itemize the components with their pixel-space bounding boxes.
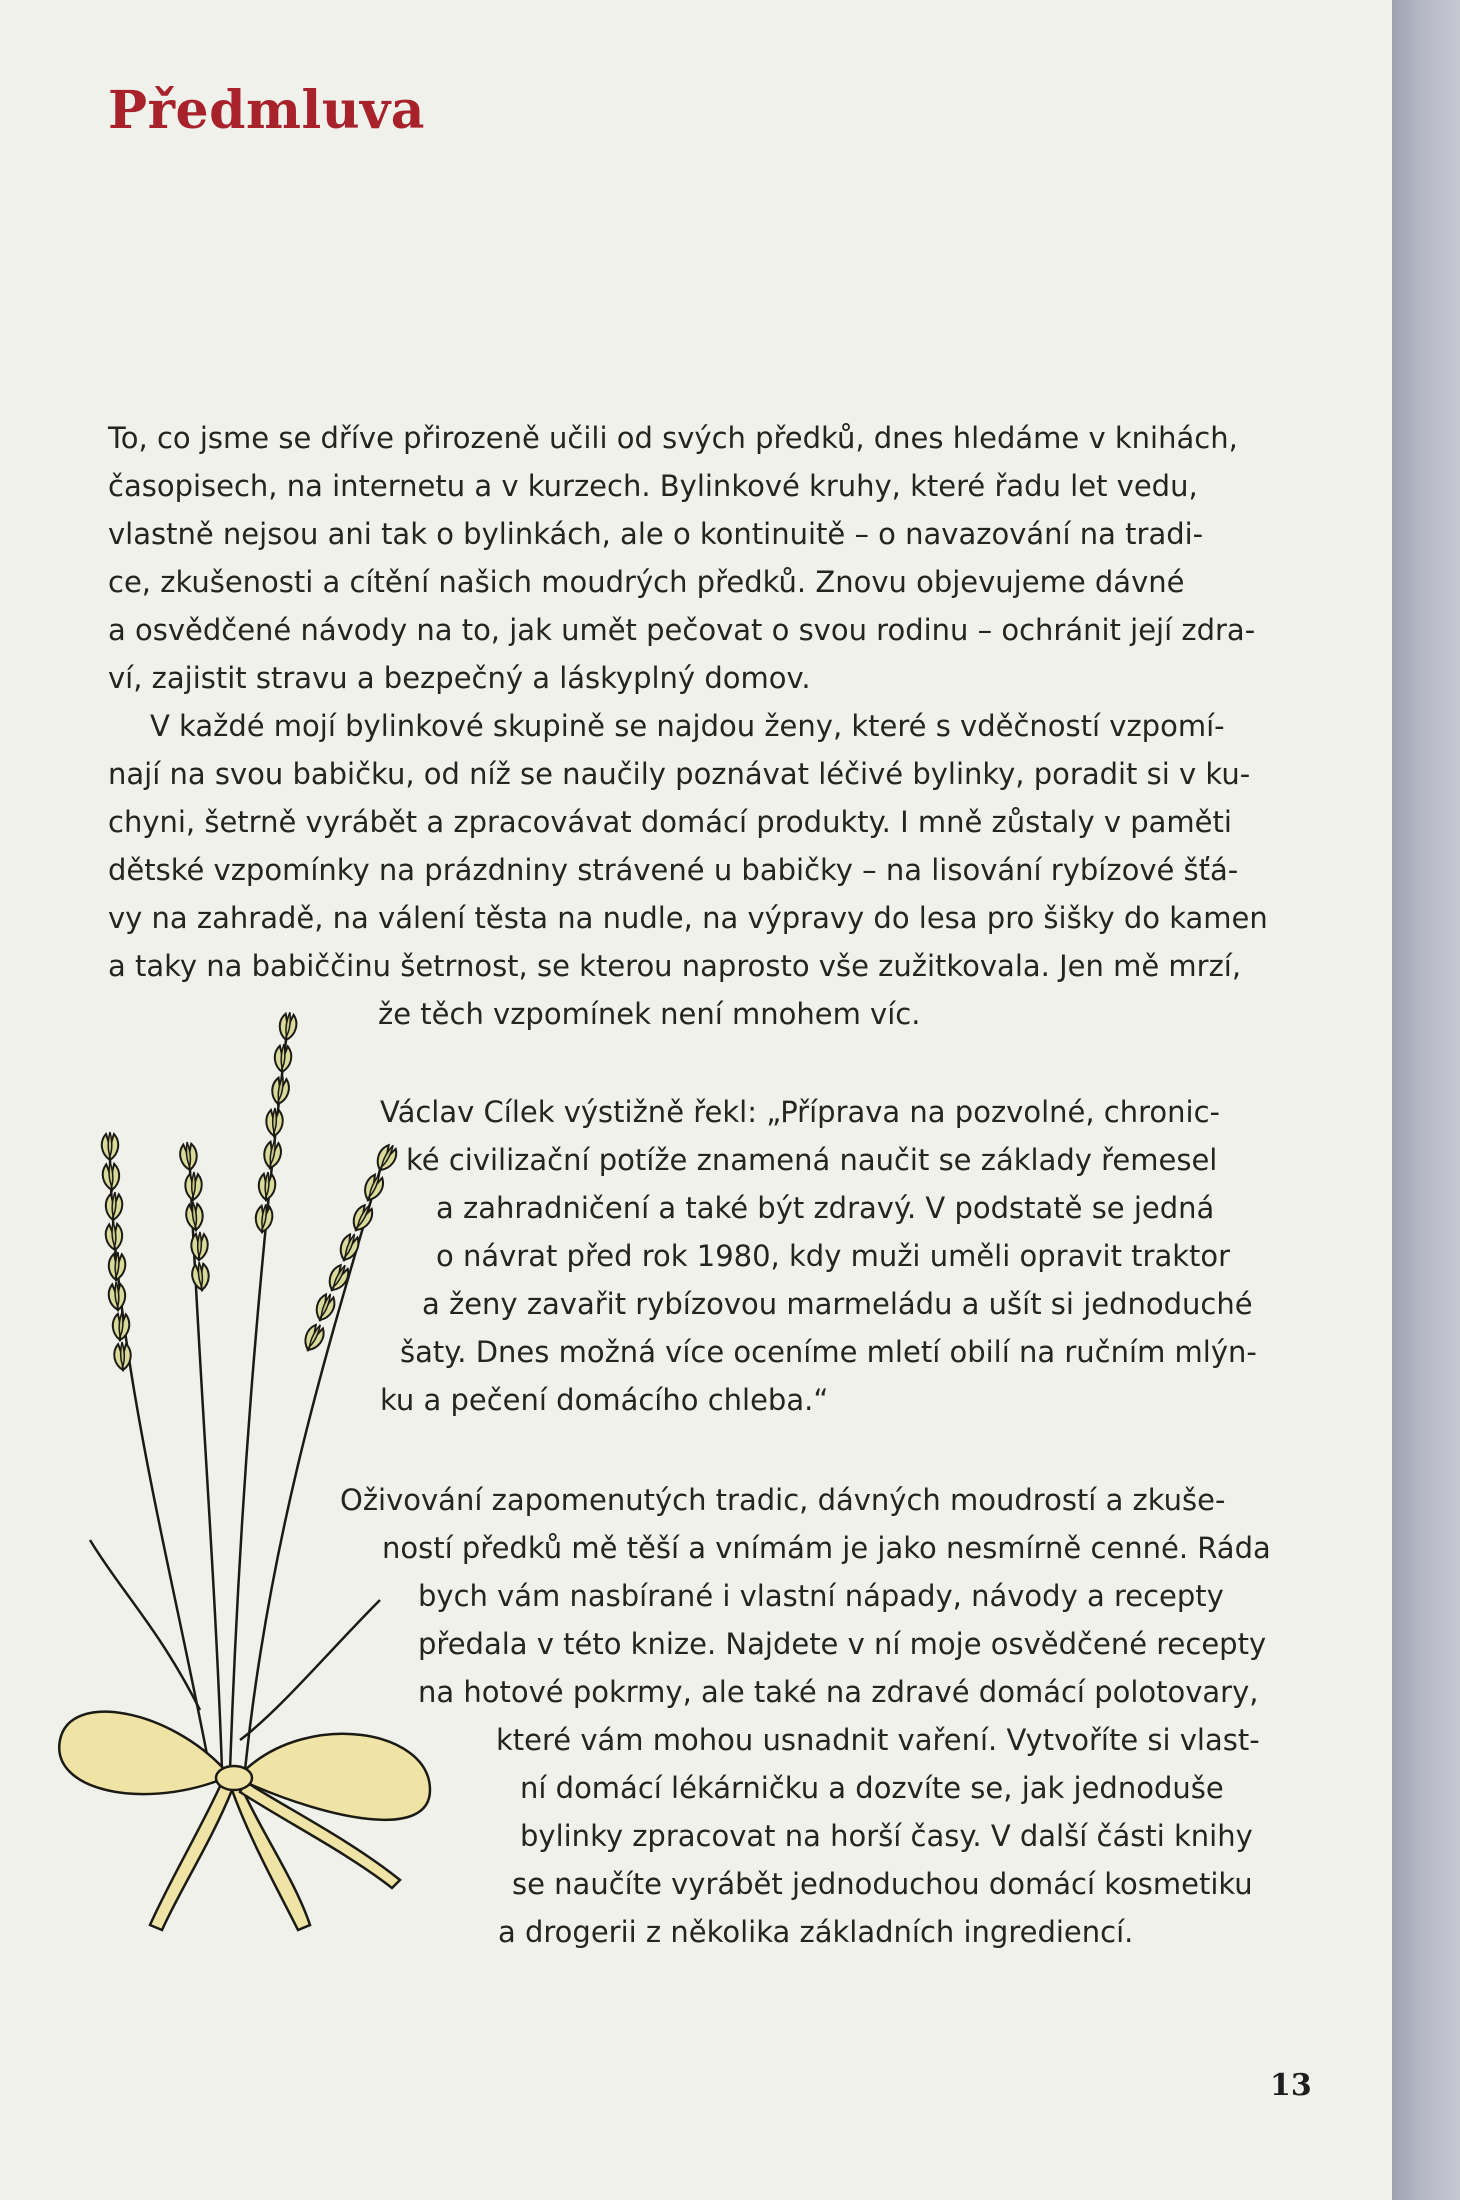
text-line: ké civilizační potíže znamená naučit se základy řemesel [406, 1143, 1218, 1177]
text-line: bylinky zpracovat na horší časy. V další části knihy [520, 1819, 1253, 1853]
text-line: a zahradničení a také být zdravý. V podstatě se jedná [436, 1191, 1215, 1225]
lavender-spike-middle [179, 1141, 210, 1291]
text-line: To, co jsme se dříve přirozeně učili od svých předků, dnes hledáme v knihách, [108, 421, 1238, 455]
text-line: na hotové pokrmy, ale také na zdravé domácí polotovary, [418, 1675, 1259, 1709]
text-line: bych vám nasbírané i vlastní nápady, návody a recepty [418, 1579, 1224, 1613]
text-line: předala v této knize. Najdete v ní moje osvědčené recepty [418, 1627, 1267, 1661]
text-line: které vám mohou usnadnit vaření. Vytvoříte si vlast- [496, 1723, 1260, 1757]
text-line: a ženy zavařit rybízovou marmeládu a ušít si jednoduché [422, 1287, 1253, 1321]
text-line: ností předků mě těší a vnímám je jako nesmírně cenné. Ráda [382, 1531, 1271, 1565]
text-line: a taky na babiččinu šetrnost, se kterou naprosto vše zužitkovala. Jen mě mrzí, [108, 949, 1242, 983]
text-line: ví, zajistit stravu a bezpečný a láskyplný domov. [108, 661, 811, 695]
stems [90, 1040, 380, 1770]
text-line: chyni, šetrně vyrábět a zpracovávat domácí produkty. I mně zůstaly v paměti [108, 805, 1232, 839]
text-line: a drogerii z několika základních ingrediencí. [498, 1915, 1134, 1949]
text-line: ní domácí lékárničku a dozvíte se, jak jednoduše [520, 1771, 1224, 1805]
text-line: se naučíte vyrábět jednoduchou domácí kosmetiku [512, 1867, 1253, 1901]
page-title: Předmluva [108, 80, 425, 141]
page-number: 13 [1270, 2068, 1312, 2103]
text-line: ku a pečení domácího chleba.“ [380, 1383, 829, 1417]
text-line: Oživování zapomenutých tradic, dávných moudrostí a zkuše- [340, 1483, 1226, 1517]
text-line: dětské vzpomínky na prázdniny strávené u babičky – na lisování rybízové šťá- [108, 853, 1239, 887]
text-line: o návrat před rok 1980, kdy muži uměli opravit traktor [436, 1239, 1231, 1273]
text-line: vy na zahradě, na válení těsta na nudle, na výpravy do lesa pro šišky do kamen [108, 901, 1268, 935]
text-line: ce, zkušenosti a cítění našich moudrých předků. Znovu objevujeme dávné [108, 565, 1185, 599]
text-line: že těch vzpomínek není mnohem víc. [378, 997, 921, 1031]
text-line: vlastně nejsou ani tak o bylinkách, ale o kontinuitě – o navazování na tradi- [108, 517, 1204, 551]
lavender-bouquet-illustration [50, 1010, 490, 1940]
text-line: šaty. Dnes možná více oceníme mletí obilí na ručním mlýn- [400, 1335, 1257, 1369]
text-line: časopisech, na internetu a v kurzech. Bylinkové kruhy, které řadu let vedu, [108, 469, 1198, 503]
page-edge [1392, 0, 1460, 2200]
ribbon-bow [59, 1712, 430, 1930]
lavender-spike-right [301, 1141, 401, 1353]
text-line: Václav Cílek výstižně řekl: „Příprava na pozvolné, chronic- [380, 1095, 1220, 1129]
text-line: V každé mojí bylinkové skupině se najdou ženy, které s vděčností vzpomí- [150, 709, 1225, 743]
lavender-spike-center [254, 1011, 298, 1233]
text-line: nají na svou babičku, od níž se naučily poznávat léčivé bylinky, poradit si v ku- [108, 757, 1251, 791]
text-line: a osvědčené návody na to, jak umět pečovat o svou rodinu – ochránit její zdra- [108, 613, 1256, 647]
